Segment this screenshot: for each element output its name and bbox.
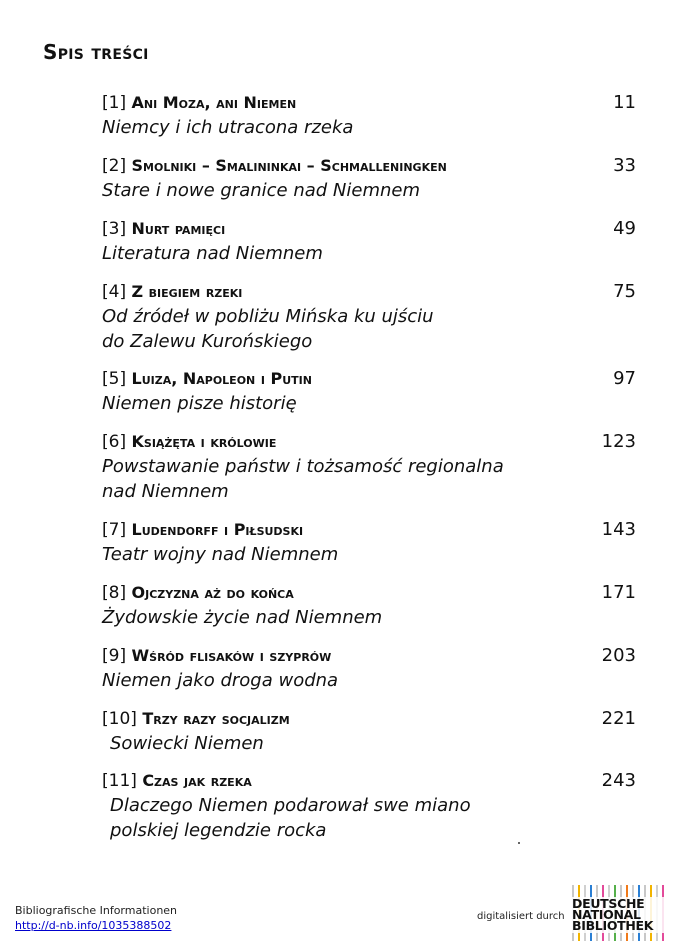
- entry-number: [6]: [102, 432, 127, 452]
- toc-entry[interactable]: [102, 706, 636, 756]
- entry-subtitle: Od źródeł w pobliżu Mińska ku ujściu: [102, 306, 434, 327]
- entry-page-number: 49: [613, 218, 636, 239]
- entry-page-number: 123: [601, 431, 636, 452]
- toc-entry[interactable]: [102, 90, 636, 140]
- entry-title: Ojczyzna aż do końca: [131, 583, 294, 602]
- entry-number: [7]: [102, 520, 127, 540]
- entry-subtitle: Teatr wojny nad Niemnem: [102, 544, 339, 565]
- entry-title: Nurt pamięci: [131, 219, 226, 238]
- entry-number: [11]: [102, 771, 137, 791]
- entry-title: Z biegiem rzeki: [131, 282, 243, 301]
- entry-subtitle: Literatura nad Niemnem: [102, 243, 323, 264]
- entry-page-number: 171: [601, 582, 636, 603]
- entry-subtitle: Powstawanie państw i tożsamość regionalna: [102, 456, 504, 477]
- entry-number: [4]: [102, 282, 127, 302]
- scan-speck: [518, 842, 520, 844]
- entry-subtitle: Stare i nowe granice nad Niemnem: [102, 180, 421, 201]
- toc-entry[interactable]: [102, 216, 636, 266]
- entry-number: [1]: [102, 93, 127, 113]
- dnb-logo-line: DEUTSCHE: [572, 896, 645, 911]
- entry-title: Ludendorff i Piłsudski: [131, 520, 304, 539]
- entry-subtitle-continued: nad Niemnem: [102, 481, 229, 502]
- entry-page-number: 75: [613, 281, 636, 302]
- digitized-by-label: digitalisiert durch: [477, 911, 565, 922]
- bibliographic-info: [15, 903, 177, 934]
- bibliographic-info-link[interactable]: http://d-nb.info/1035388502: [15, 919, 172, 932]
- entry-number: [9]: [102, 646, 127, 666]
- toc-entry[interactable]: [102, 429, 636, 504]
- entry-page-number: 143: [601, 519, 636, 540]
- bibliographic-info-label: Bibliografische Informationen: [15, 904, 178, 917]
- dnb-logo-line: NATIONAL: [572, 907, 641, 922]
- toc-entry[interactable]: [102, 153, 636, 203]
- entry-page-number: 33: [613, 155, 636, 176]
- entry-subtitle: Niemen jako droga wodna: [102, 670, 339, 691]
- entry-page-number: 97: [613, 368, 636, 389]
- entry-subtitle: Żydowskie życie nad Niemnem: [102, 607, 383, 628]
- entry-subtitle: Dlaczego Niemen podarował swe miano: [110, 795, 471, 816]
- entry-number: [8]: [102, 583, 127, 603]
- toc-entry[interactable]: [102, 517, 636, 567]
- entry-subtitle: Niemcy i ich utracona rzeka: [102, 117, 354, 138]
- entry-number: [5]: [102, 369, 127, 389]
- dnb-logo-text: [572, 898, 653, 931]
- toc-entry[interactable]: [102, 643, 636, 693]
- toc-entry[interactable]: [102, 580, 636, 630]
- entry-subtitle-continued: polskiej legendzie rocka: [110, 820, 327, 841]
- toc-entry[interactable]: [102, 768, 636, 843]
- entry-title: Trzy razy socjalizm: [142, 709, 290, 728]
- entry-page-number: 243: [601, 770, 636, 791]
- dnb-logo-line: BIBLIOTHEK: [572, 918, 654, 933]
- entry-page-number: 221: [601, 708, 636, 729]
- entry-title: Luiza, Napoleon i Putin: [131, 369, 312, 388]
- entry-page-number: 203: [601, 645, 636, 666]
- entry-subtitle: Sowiecki Niemen: [110, 733, 264, 754]
- entry-title: Książęta i królowie: [131, 432, 277, 451]
- entry-number: [2]: [102, 156, 127, 176]
- toc-heading: Spis treści: [43, 40, 149, 64]
- toc-entry[interactable]: [102, 279, 636, 354]
- entry-subtitle-continued: do Zalewu Kurońskiego: [102, 331, 313, 352]
- dnb-logo: [572, 885, 666, 941]
- entry-title: Czas jak rzeka: [142, 771, 252, 790]
- entry-number: [3]: [102, 219, 127, 239]
- entry-title: Smolniki – Smalininkai – Schmalleningken: [131, 156, 447, 175]
- entry-number: [10]: [102, 709, 137, 729]
- entry-title: Wśród flisaków i szyprów: [131, 646, 332, 665]
- entry-page-number: 11: [613, 92, 636, 113]
- entry-title: Ani Moza, ani Niemen: [131, 93, 297, 112]
- entry-subtitle: Niemen pisze historię: [102, 393, 297, 414]
- toc-entry[interactable]: [102, 366, 636, 416]
